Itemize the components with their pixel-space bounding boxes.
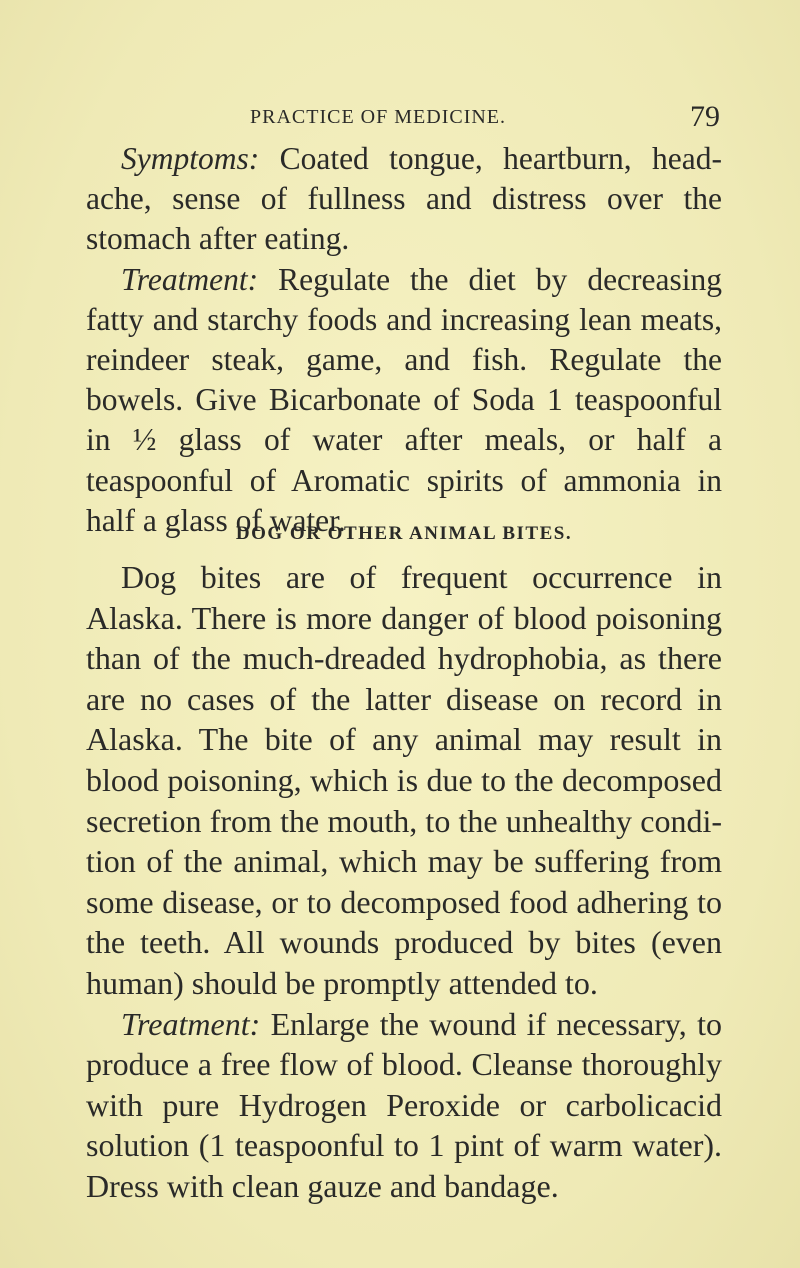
section-heading: DOG OR OTHER ANIMAL BITES.: [235, 523, 573, 544]
symptoms-paragraph: [86, 139, 722, 260]
dog-bites-intro-paragraph: Dog bites are of frequent occurrence in Alaska. There is more danger of blood poisoning than of the much-dreaded hydrophobia, as there are no cases of the latter disease on record in Alaska. The bite of any animal may result in blood poisoning, which is due to the decomposed secretion from the mouth, to the unhealthy condition of the animal, which may be suffering from some disease, or to decomposed food adhering to the teeth. All wounds produced by bites (even human) should be promptly attended to.: [86, 559, 722, 1001]
symptoms-label: Symptoms:: [121, 141, 260, 176]
treatment-label: Treatment:: [121, 261, 259, 297]
symptoms-text: Coated tongue, heartburn, headache, sense of fullness and distress over the stomach after eating.: [86, 141, 722, 257]
dog-bites-treatment-paragraph: [86, 1004, 722, 1207]
running-head: [250, 100, 720, 140]
dog-bites-treatment-text: Enlarge the wound if necessary, to produce a free flow of blood. Cleanse thoroughly with pure Hydrogen Peroxide or carbolicacid solution (1 teaspoonful to 1 pint of warm water). Dress with clean gauze and bandage.: [86, 1005, 722, 1204]
treatment-paragraph: [86, 260, 722, 541]
indigestion-section: [86, 139, 722, 541]
dog-bites-treatment-label: Treatment:: [121, 1005, 261, 1042]
dog-bites-section: [86, 557, 722, 1207]
treatment-text: Regulate the diet by decreasing fatty and starchy foods and increasing lean meats, reindeer steak, game, and fish. Regulate the bowels. Give Bicarbonate of Soda 1 teaspoonful in ½ glass of water after meals, or half a teaspoonful of Aromatic spirits of ammonia in half a glass of water.: [86, 261, 722, 538]
running-title: PRACTICE OF MEDICINE.: [250, 106, 507, 128]
page-number: 79: [690, 100, 720, 133]
